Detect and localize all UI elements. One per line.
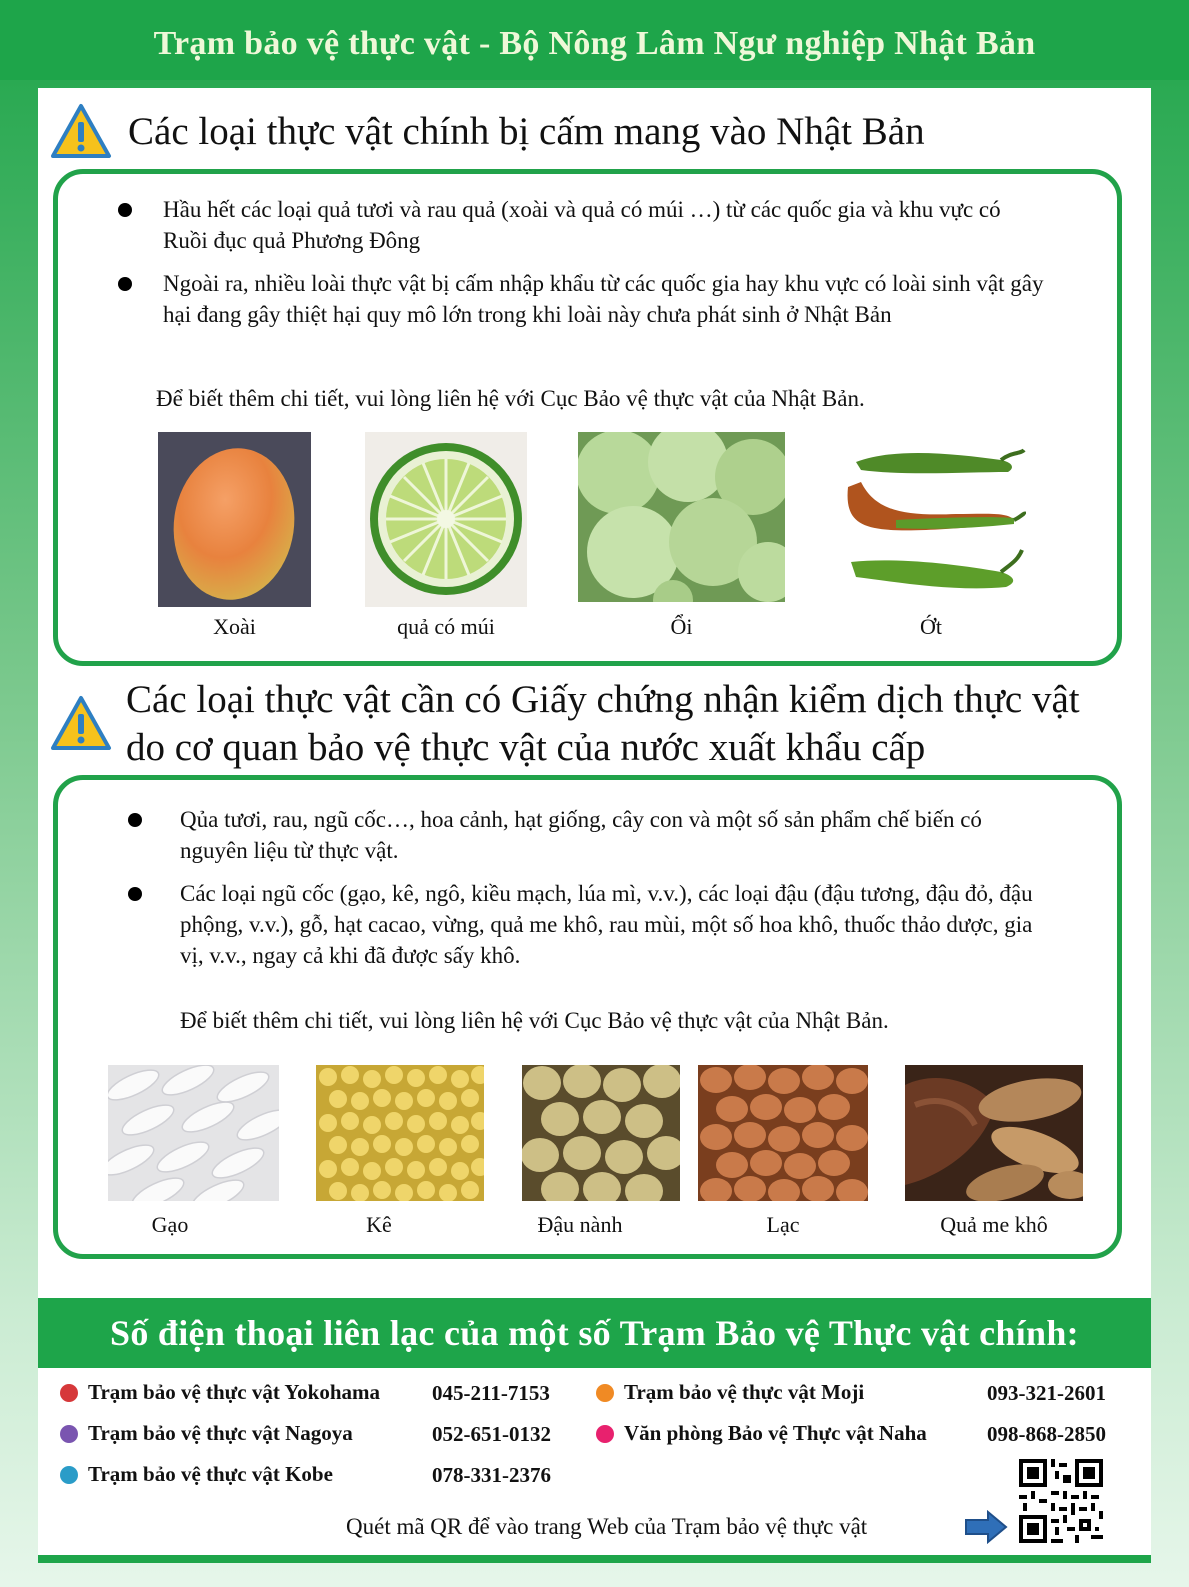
section2-title-line1: Các loại thực vật cần có Giấy chứng nhận kiểm dịch thực vật [126,678,1080,721]
photo-caption: Kê [366,1212,392,1237]
contact-phone[interactable]: 052-651-0132 [432,1422,551,1446]
contact-name: Văn phòng Bảo vệ Thực vật Naha [624,1421,927,1445]
section1-title: Các loại thực vật chính bị cấm mang vào Nhật Bản [128,110,925,153]
bullet-icon [128,887,142,901]
contacts-title: Số điện thoại liên lạc của một số Trạm Bảo vệ Thực vật chính: [110,1313,1079,1353]
bullet-text: Ngoài ra, nhiều loài thực vật bị cấm nhập khẩu từ các quốc gia hay khu vực có loài sinh vật gây hại đang gây thiệt hại quy mô lớn trong khi loài này chưa phát sinh ở Nhật Bản [163,271,1044,327]
station-dot-icon [596,1384,614,1402]
contact-name: Trạm bảo vệ thực vật Nagoya [88,1421,353,1445]
contact-naha [596,1421,927,1446]
frame-bottom [38,1555,1151,1563]
list-item [128,878,1048,971]
contact-phone[interactable]: 045-211-7153 [432,1381,550,1405]
warning-icon [50,102,112,160]
section2-note: Để biết thêm chi tiết, vui lòng liên hệ với Cục Bảo vệ thực vật của Nhật Bản. [180,1008,889,1033]
photo-caption: Đậu nành [537,1212,623,1237]
list-item [128,804,1048,866]
peanut-photo [698,1065,868,1201]
section1-note: Để biết thêm chi tiết, vui lòng liên hệ với Cục Bảo vệ thực vật của Nhật Bản. [156,386,865,411]
contact-nagoya [60,1421,353,1446]
photo-caption: Xoài [213,614,256,639]
bullet-text: Các loại ngũ cốc (gạo, kê, ngô, kiều mạch, lúa mì, v.v.), các loại đậu (đậu tương, đậu đỏ, đậu phộng, v.v.), gỗ, hạt cacao, vừng, quả me khô, rau mùi, một số hoa khô, thuốc thảo dược, gia vị, v.v., ngay cả khi đã được sấy khô. [180,881,1033,968]
header-banner [0,0,1189,88]
bullet-icon [118,203,132,217]
millet-photo [316,1065,484,1201]
contacts-banner [38,1298,1151,1368]
photo-caption: Ổi [670,614,693,639]
section2-heading [50,676,1080,772]
content-panel [38,88,1151,1298]
bullet-text: Qủa tươi, rau, ngũ cốc…, hoa cảnh, hạt giống, cây con và một số sản phẩm chế biến có nguyên liệu từ thực vật. [180,807,982,863]
certificate-list [128,804,1048,983]
certificate-box [53,775,1122,1259]
station-dot-icon [596,1425,614,1443]
station-dot-icon [60,1384,78,1402]
qr-instruction: Quét mã QR để vào trang Web của Trạm bảo vệ thực vật [346,1514,868,1539]
station-dot-icon [60,1466,78,1484]
bullet-icon [118,277,132,291]
station-dot-icon [60,1425,78,1443]
photo-caption: Ớt [920,614,942,639]
frame-left [0,80,38,1563]
contact-yokohama [60,1380,380,1405]
guava-photo [578,432,785,602]
photo-caption: Lạc [766,1212,800,1237]
soybean-photo [522,1065,680,1201]
warning-icon [50,694,112,752]
header-title: Trạm bảo vệ thực vật - Bộ Nông Lâm Ngư nghiệp Nhật Bản [153,25,1036,62]
contact-moji [596,1380,864,1405]
contact-phone[interactable]: 098-868-2850 [987,1422,1106,1446]
bullet-icon [128,813,142,827]
prohibited-box [53,169,1122,666]
section2-title [126,676,1080,772]
qr-code-icon[interactable] [1019,1459,1103,1543]
rice-photo [108,1065,279,1201]
contact-name: Trạm bảo vệ thực vật Yokohama [88,1380,381,1404]
tamarind-photo [905,1065,1083,1201]
list-item [118,194,1048,256]
contact-phone[interactable]: 078-331-2376 [432,1463,551,1487]
chili-photo [836,432,1026,604]
section2-title-line2: do cơ quan bảo vệ thực vật của nước xuất khẩu cấp [126,726,926,769]
citrus-photo [365,432,527,607]
contact-name: Trạm bảo vệ thực vật Kobe [88,1462,333,1486]
photo-caption: Quả me khô [940,1212,1048,1237]
bullet-text: Hầu hết các loại quả tươi và rau quả (xoài và quả có múi …) từ các quốc gia và khu vực có Ruồi đục quả Phương Đông [163,197,1001,253]
mango-photo [158,432,311,607]
contact-kobe [60,1462,333,1487]
section1-heading [50,102,925,160]
prohibited-list [118,194,1048,342]
arrow-right-icon [964,1510,1008,1544]
photo-caption: quả có múi [397,614,495,639]
contact-name: Trạm bảo vệ thực vật Moji [624,1380,865,1404]
list-item [118,268,1048,330]
contacts-panel [38,1368,1151,1555]
contact-phone[interactable]: 093-321-2601 [987,1381,1106,1405]
photo-caption: Gạo [151,1212,189,1237]
